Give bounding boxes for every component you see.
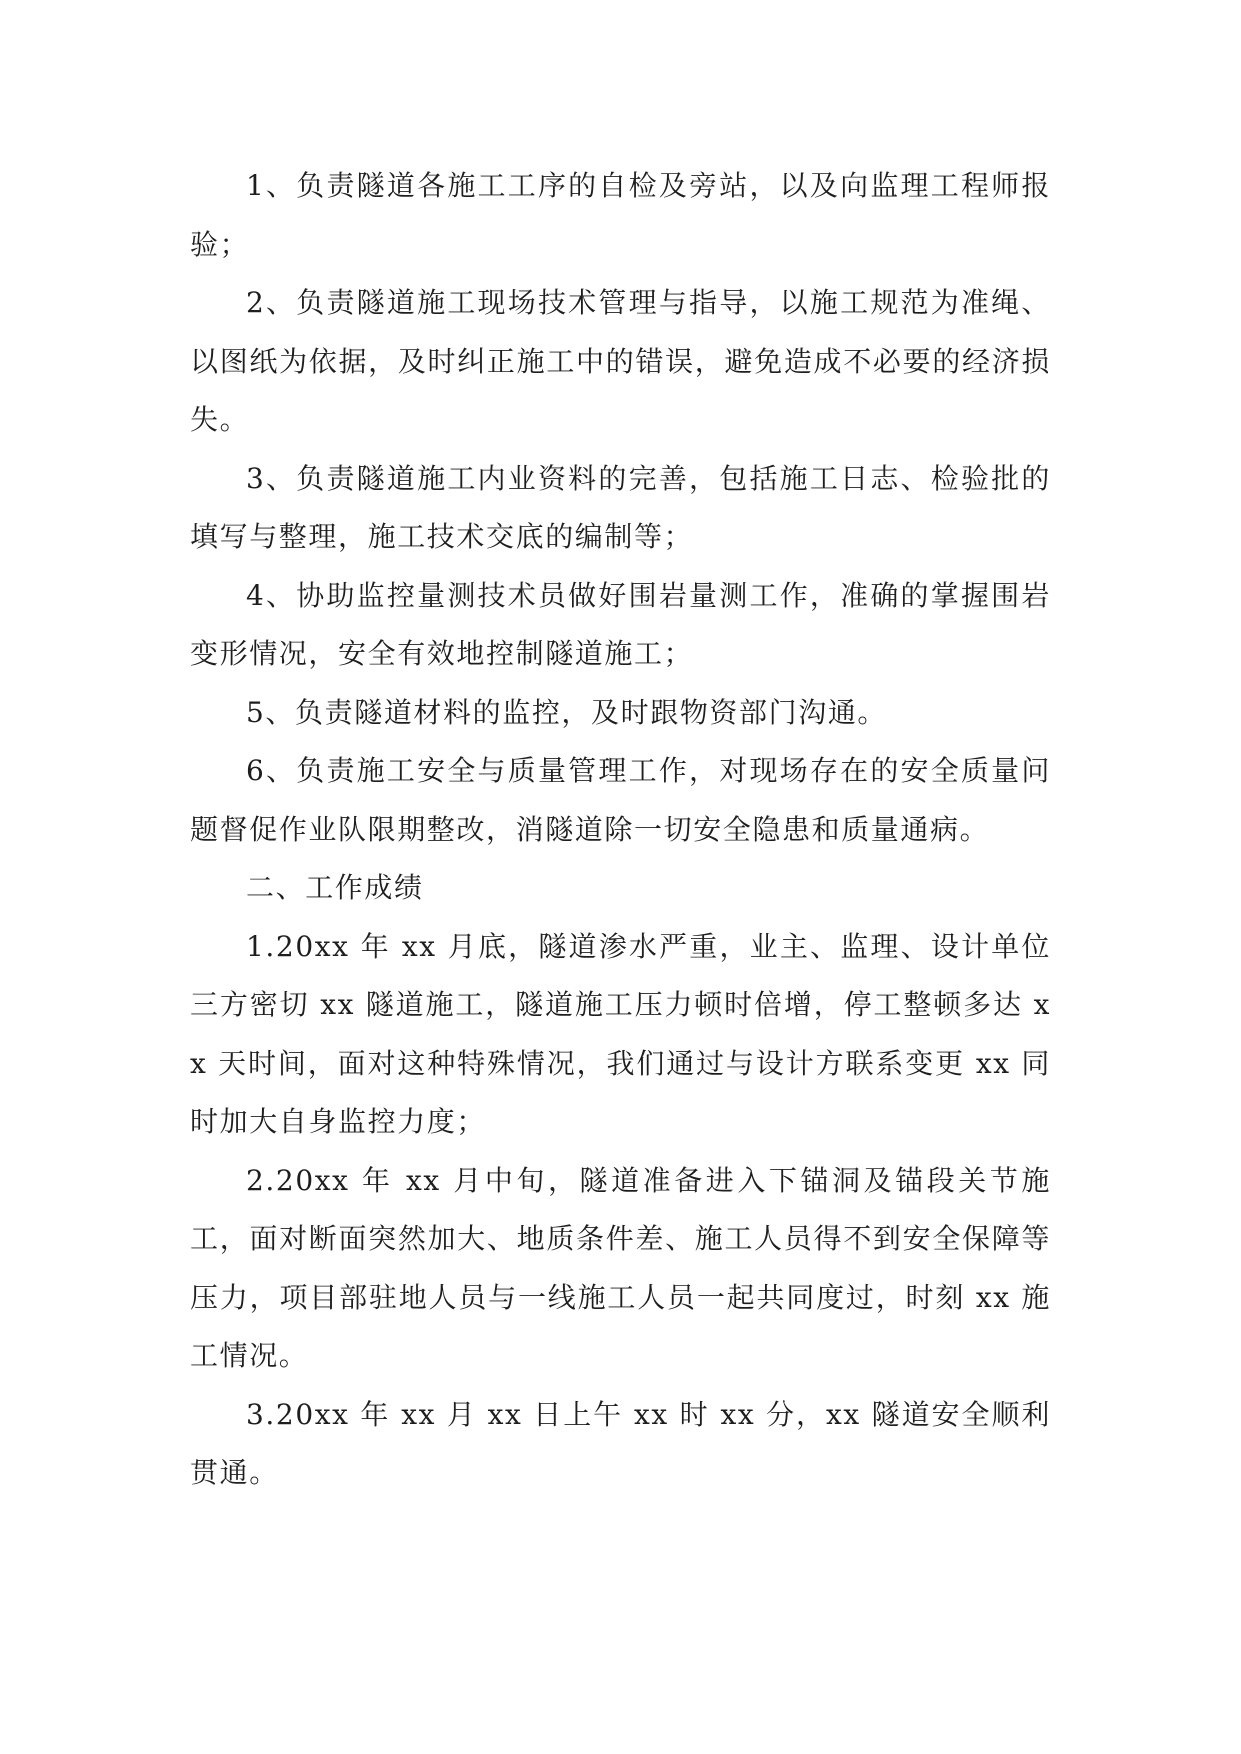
duty-item-4: 4、协助监控量测技术员做好围岩量测工作，准确的掌握围岩变形情况，安全有效地控制隧道施工； — [190, 578, 1051, 670]
duty-item-3: 3、负责隧道施工内业资料的完善，包括施工日志、检验批的填写与整理，施工技术交底的编制等； — [190, 461, 1051, 553]
duty-item-6: 6、负责施工安全与质量管理工作，对现场存在的安全质量问题督促作业队限期整改，消隧道除一切安全隐患和质量通病。 — [190, 754, 1051, 846]
achievement-item-2: 2.20xx 年 xx 月中旬，隧道准备进入下锚洞及锚段关节施工，面对断面突然加大、地质条件差、施工人员得不到安全保障等压力，项目部驻地人员与一线施工人员一起共同度过，时刻 xx 施工情况。 — [190, 1163, 1051, 1372]
document-body — [190, 157, 1051, 1503]
section-heading: 二、工作成绩 — [246, 871, 424, 904]
duty-item-2: 2、负责隧道施工现场技术管理与指导，以施工规范为准绳、以图纸为依据，及时纠正施工中的错误，避免造成不必要的经济损失。 — [190, 286, 1051, 436]
duty-item-5: 5、负责隧道材料的监控，及时跟物资部门沟通。 — [246, 695, 888, 729]
achievement-item-1: 1.20xx 年 xx 月底，隧道渗水严重，业主、监理、设计单位三方密切 xx 隧道施工，隧道施工压力顿时倍增，停工整顿多达 xx 天时间，面对这种特殊情况，我们通过与设计方联系变更 xx 同时加大自身监控力度； — [190, 929, 1051, 1138]
achievement-item-3: 3.20xx 年 xx 月 xx 日上午 xx 时 xx 分，xx 隧道安全顺利贯通。 — [190, 1397, 1051, 1489]
duty-item-1: 1、负责隧道各施工工序的自检及旁站，以及向监理工程师报验； — [190, 169, 1051, 261]
